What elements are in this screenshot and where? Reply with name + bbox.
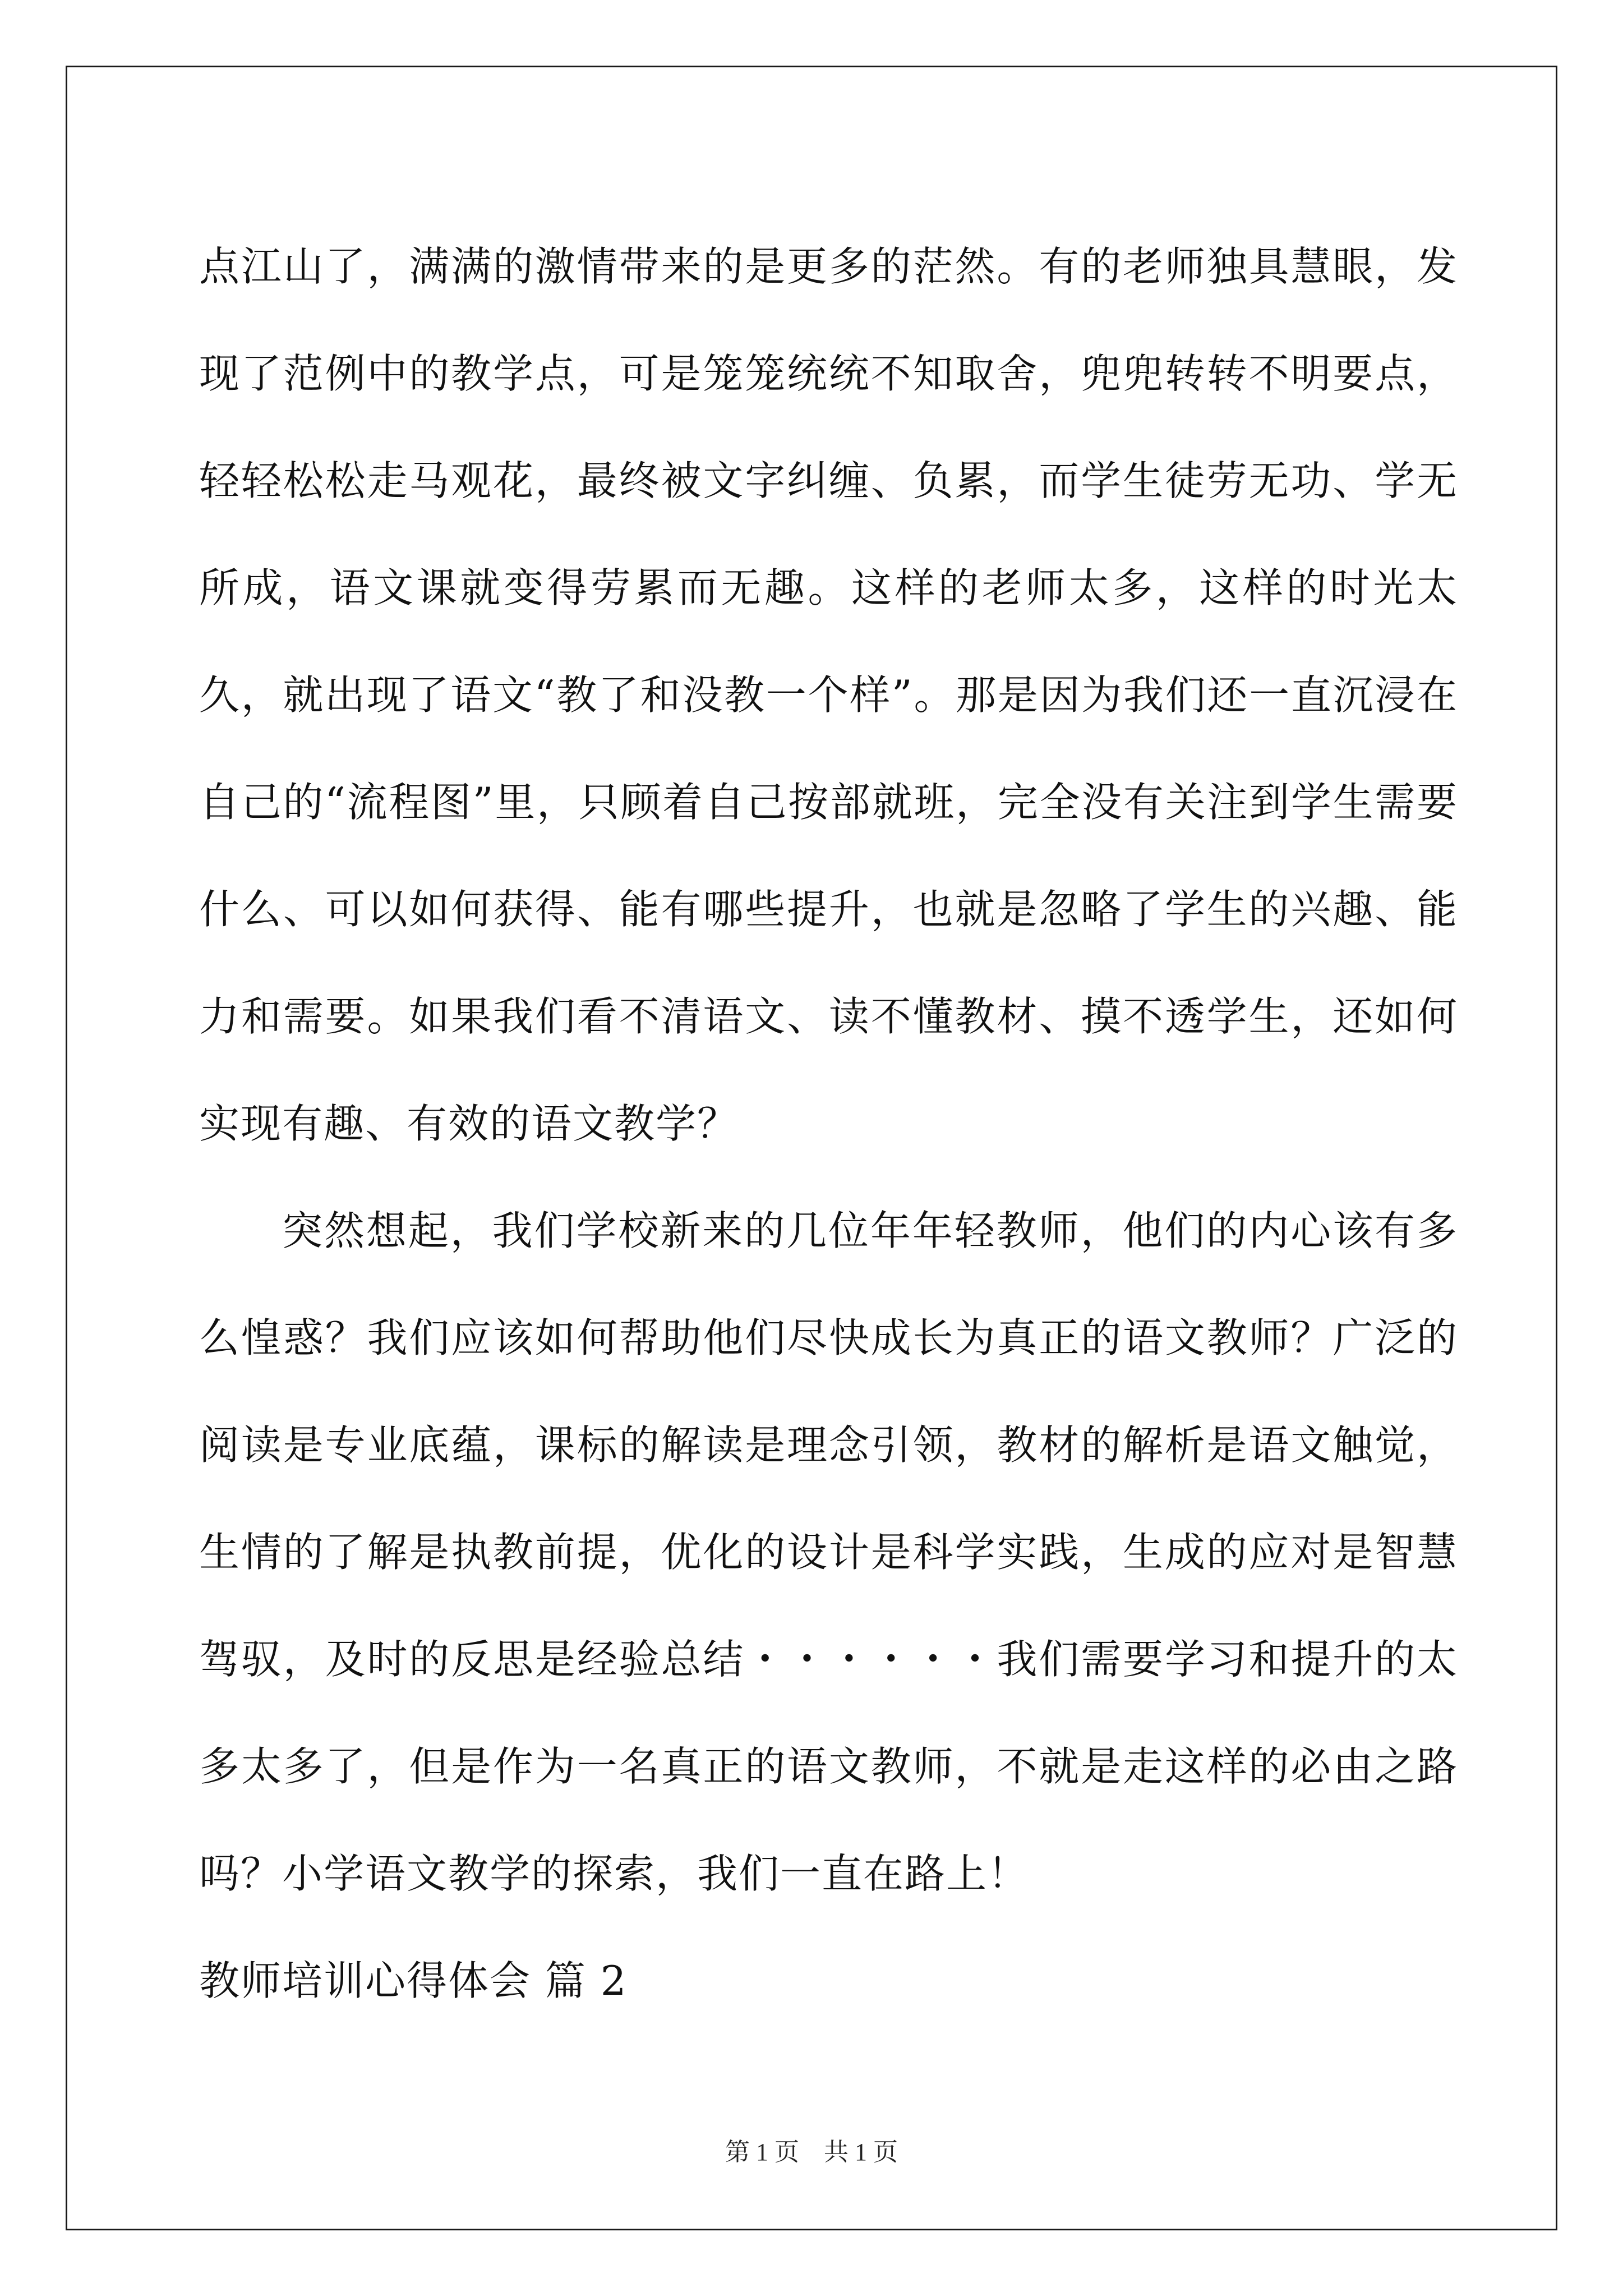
page-number-label: 第 1 页 共 1 页 xyxy=(725,2138,898,2166)
document-body xyxy=(199,213,1458,2035)
paragraph-1: 点江山了，满满的激情带来的是更多的茫然。有的老师独具慧眼，发现了范例中的教学点，可是笼笼统统不知取舍，兜兜转转不明要点，轻轻松松走马观花，最终被文字纠缠、负累，而学生徒劳无功、学无所成，语文课就变得劳累而无趣。这样的老师太多，这样的时光太久，就出现了语文“教了和没教一个样”。那是因为我们还一直沉浸在自己的“流程图”里，只顾着自己按部就班，完全没有关注到学生需要什么、可以如何获得、能有哪些提升，也就是忽略了学生的兴趣、能力和需要。如果我们看不清语文、读不懂教材、摸不透学生，还如何实现有趣、有效的语文教学？ xyxy=(199,243,1458,1147)
page-footer xyxy=(0,2132,1623,2168)
paragraph-2: 突然想起，我们学校新来的几位年年轻教师，他们的内心该有多么惶惑？我们应该如何帮助他们尽快成长为真正的语文教师？广泛的阅读是专业底蕴，课标的解读是理念引领，教材的解析是语文触觉，生情的了解是执教前提，优化的设计是科学实践，生成的应对是智慧驾驭，及时的反思是经验总结・・・・・・我们需要学习和提升的太多太多了，但是作为一名真正的语文教师，不就是走这样的必由之路吗？小学语文教学的探索，我们一直在路上！ xyxy=(199,1207,1458,1897)
section-heading: 教师培训心得体会 篇 2 xyxy=(199,1957,628,2004)
